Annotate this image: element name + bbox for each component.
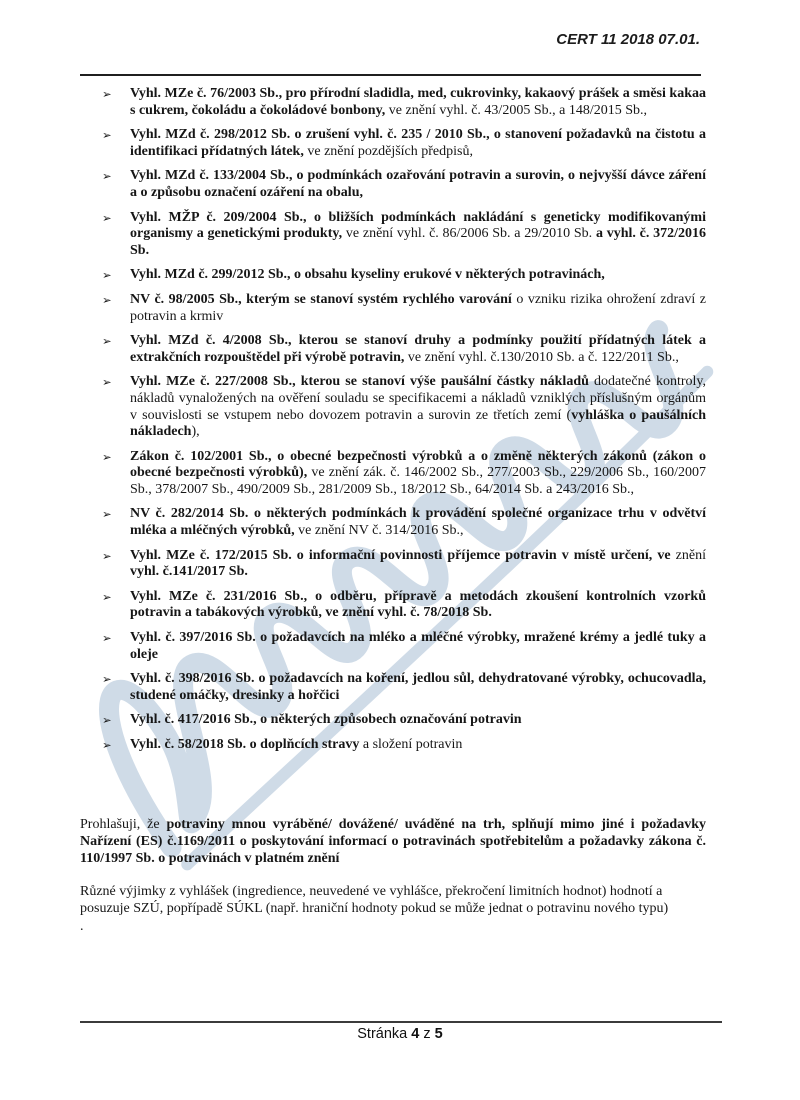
text-segment: Vyhl. č. 398/2016 Sb. o požadavcích na koření, jedlou sůl, dehydratované výrobky, ochucovadla, studené omáčky, dresinky a hořčici: [130, 671, 706, 703]
text-segment: Různé výjimky z vyhlášek (ingredience, neuvedené ve vyhlášce, překročení limitních hodnot) hodnotí a posuzuje SZÚ, popřípadě SÚKL (např. hraniční hodnoty pokud se může jednat o potravinu nového typu): [80, 883, 669, 916]
text-segment: NV č. 98/2005 Sb., kterým se stanoví systém rychlého varování: [130, 291, 512, 307]
arrow-bullet-icon: ➢: [102, 268, 112, 283]
arrow-bullet-icon: ➢: [102, 713, 112, 728]
text-segment: a složení potravin: [359, 737, 463, 752]
arrow-bullet-icon: ➢: [102, 210, 112, 225]
regulation-item: [80, 333, 706, 366]
regulation-item: [80, 506, 706, 539]
regulation-item: [80, 127, 706, 160]
regulation-item: [80, 374, 706, 440]
arrow-bullet-icon: ➢: [102, 128, 112, 143]
footer-rule: [80, 1021, 722, 1023]
arrow-bullet-icon: ➢: [102, 589, 112, 604]
arrow-bullet-icon: ➢: [102, 169, 112, 184]
regulation-item: [80, 168, 706, 201]
text-segment: vyhl. č.141/2017 Sb.: [130, 564, 248, 580]
text-segment: potraviny mnou vyráběné/ dovážené/ uváděné na trh, splňují mimo jiné i požadavky Nařízení (ES) č.1169/2011 o poskytování informací o potravinách spotřebitelům a požadavky zákona č. 110/1997 Sb. o potravinách v platném znění: [80, 816, 706, 866]
arrow-bullet-icon: ➢: [102, 548, 112, 563]
text-segment: Vyhl. MZe č. 227/2008 Sb., kterou se stanoví výše paušální částky nákladů: [130, 374, 589, 390]
arrow-bullet-icon: ➢: [102, 449, 112, 464]
text-segment: 5: [434, 1026, 443, 1042]
text-segment: 4: [411, 1026, 420, 1042]
declaration-paragraph: [80, 816, 706, 867]
arrow-bullet-icon: ➢: [102, 375, 112, 390]
text-segment: Vyhl. MZd č. 133/2004 Sb., o podmínkách ozařování potravin a surovin, o nejvyšší dávce záření a o způsobu označení ozáření na obalu,: [130, 168, 706, 200]
text-segment: Vyhl. MZd č. 298/2012 Sb. o zrušení vyhl. č. 235 / 2010 Sb., o stanovení požadavků na čistotu a identifikaci přídatných látek,: [130, 127, 706, 159]
text-segment: ve znění pozdějších předpisů,: [303, 143, 473, 159]
text-segment: ve znění vyhl. č. 86/2006 Sb. a 29/2010 Sb.: [342, 226, 596, 242]
regulation-item: [80, 210, 706, 260]
text-segment: Vyhl. MZd č. 4/2008 Sb., kterou se stanoví druhy a podmínky použití přídatných látek a extrakčních rozpouštědel při výrobě potravin,: [130, 333, 706, 365]
trailing-dot: .: [80, 918, 84, 934]
regulation-item: [80, 267, 706, 284]
document-code-header: CERT 11 2018 07.01.: [556, 31, 700, 48]
text-segment: znění: [670, 547, 706, 563]
text-segment: ),: [191, 424, 200, 440]
text-segment: ve znění vyhl. č.130/2010 Sb. a č. 122/2011 Sb.,: [404, 349, 679, 365]
regulation-item: [80, 589, 706, 622]
text-segment: Vyhl. č. 417/2016 Sb., o některých způsobech označování potravin: [130, 712, 522, 728]
arrow-bullet-icon: ➢: [102, 631, 112, 646]
text-segment: ve znění NV č. 314/2016 Sb.,: [294, 523, 464, 539]
text-segment: z: [419, 1026, 435, 1042]
arrow-bullet-icon: ➢: [102, 672, 112, 687]
text-segment: Vyhl. MZd č. 299/2012 Sb., o obsahu kyseliny erukové v některých potravinách,: [130, 267, 605, 283]
text-segment: o vzniku rizika ohrožení zdraví z potravin a krmiv: [130, 291, 706, 324]
regulation-item: [80, 292, 706, 325]
regulation-item: [80, 671, 706, 704]
text-segment: ve znění zák. č. 146/2002 Sb., 277/2003 Sb., 229/2006 Sb., 160/2007 Sb., 378/2007 Sb., 490/2009 Sb., 281/2009 Sb., 18/2012 Sb., 64/2014 Sb. a 243/2016 Sb.,: [130, 465, 706, 497]
text-segment: Stránka: [357, 1026, 412, 1042]
text-segment: ve znění vyhl. č. 43/2005 Sb., a 148/2015 Sb.,: [385, 102, 647, 118]
arrow-bullet-icon: ➢: [102, 87, 112, 101]
text-segment: Vyhl. č. 58/2018 Sb. o doplňcích stravy: [130, 737, 360, 752]
regulation-item: [80, 449, 706, 499]
regulation-item: [80, 548, 706, 581]
text-segment: Prohlašuji, že: [80, 816, 167, 832]
text-segment: NV č. 282/2014 Sb. o některých podmínkách k provádění společné organizace trhu v odvětví mléka a mléčných výrobků,: [130, 506, 706, 539]
text-segment: Vyhl. č. 397/2016 Sb. o požadavcích na mléko a mléčné výrobky, mražené krémy a jedlé tuky a oleje: [130, 630, 706, 662]
exceptions-paragraph: [80, 883, 706, 917]
text-segment: a vyhl. č. 372/2016 Sb.: [130, 226, 707, 258]
text-segment: Vyhl. MZe č. 231/2016 Sb., o odběru, přípravě a metodách zkoušení kontrolních vzorků potravin a tabákových výrobků, ve znění vyhl. č. 78/2018 Sb.: [130, 588, 706, 621]
regulation-item: [80, 712, 706, 729]
header-rule: [80, 74, 701, 76]
regulation-list: [80, 86, 706, 754]
text-segment: Vyhl. MZe č. 172/2015 Sb. o informační povinnosti příjemce potravin v místě určení, ve: [130, 547, 671, 563]
text-segment: vyhláška o paušálních nákladech: [130, 407, 707, 440]
regulation-item: [80, 737, 706, 754]
text-segment: Vyhl. MŽP č. 209/2004 Sb., o bližších podmínkách nakládání s geneticky modifikovanými organismy a genetickými produkty,: [130, 209, 706, 242]
regulation-item: [80, 86, 706, 119]
text-segment: Vyhl. MZe č. 76/2003 Sb., pro přírodní sladidla, med, cukrovinky, kakaový prášek a směsi kakaa s cukrem, čokoládu a čokoládové bonbony,: [130, 86, 706, 118]
arrow-bullet-icon: ➢: [102, 738, 112, 752]
regulation-item: [80, 630, 706, 663]
arrow-bullet-icon: ➢: [102, 507, 112, 522]
page-number: [0, 1026, 800, 1042]
arrow-bullet-icon: ➢: [102, 334, 112, 349]
document-body: [80, 86, 706, 935]
text-segment: dodatečné kontroly, nákladů vynaložených na ověření souladu se specifikacemi a nákladů vzniklých příslušným orgánům v souvislosti se vstupem nebo dovozem potravin a surovin ze třetích zemí (: [130, 374, 706, 423]
arrow-bullet-icon: ➢: [102, 292, 112, 307]
text-segment: Zákon č. 102/2001 Sb., o obecné bezpečnosti výrobků a o změně některých zákonů (zákon o obecné bezpečnosti výrobků),: [130, 448, 706, 481]
